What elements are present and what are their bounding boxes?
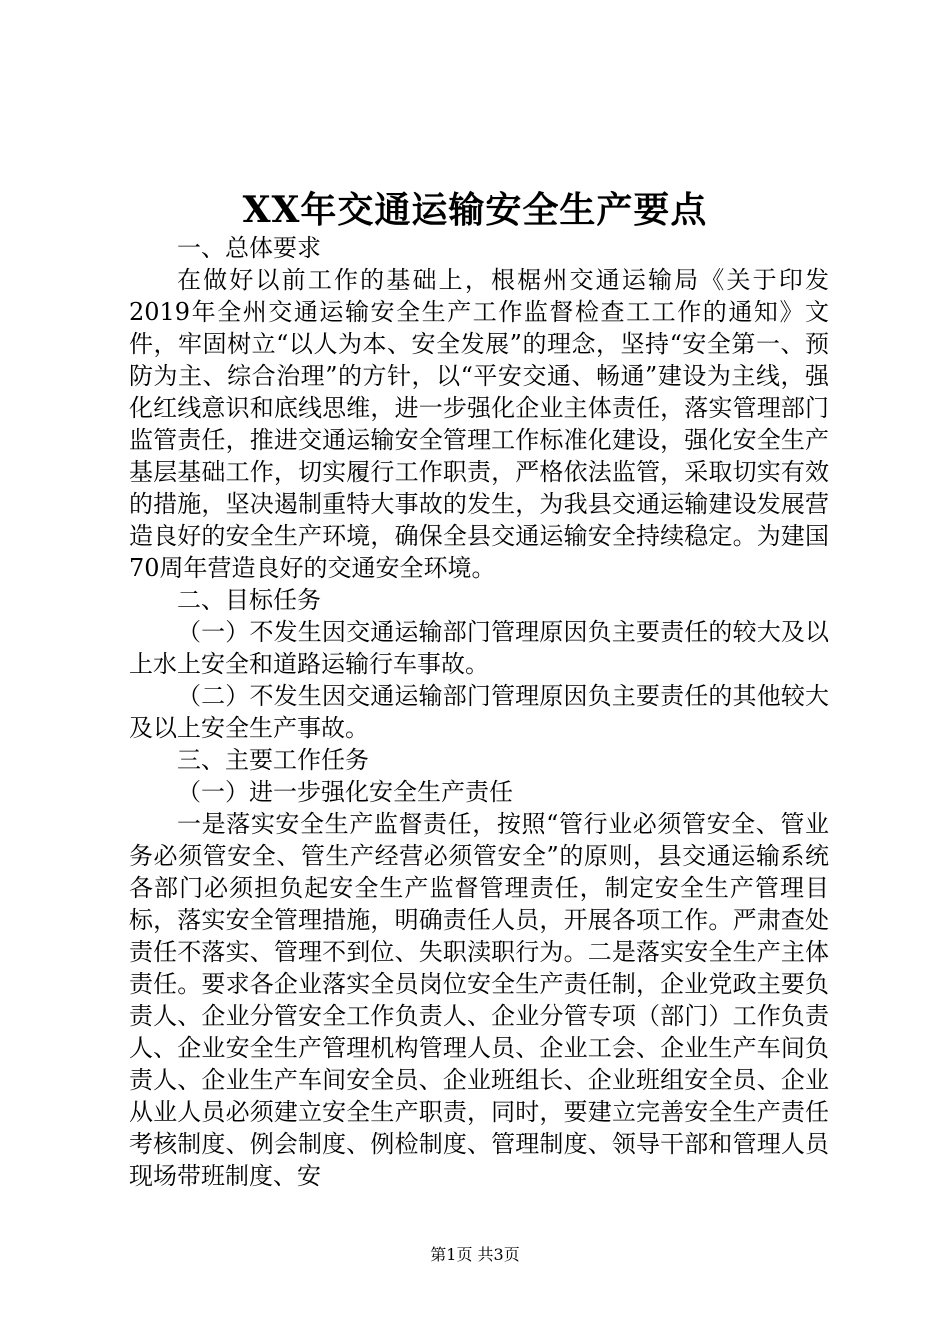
section-heading-main-tasks: 三、主要工作任务 — [177, 746, 369, 774]
document-body — [129, 232, 829, 1192]
section-paragraph-general-requirements: 在做好以前工作的基础上，根椐州交通运输局《关于印发2019年全州交通运输安全生产工作监督检查工工作的通知》文件，牢固树立“以人为本、安全发展”的理念，坚持“安全第一、预防为主、综合治理”的方针，以“平安交通、畅通”建设为主线，强化红线意识和底线思维，进一步强化企业主体责任，落实管理部门监管责任，推进交通运输安全管理工作标准化建设，强化安全生产基层基础工作，切实履行工作职责，严格依法监管，采取切实有效的措施，坚决遏制重特大事故的发生，为我县交通运输建设发展营造良好的安全生产环境，确保全县交通运输安全持续稳定。为建国70周年营造良好的交通安全环境。 — [129, 266, 829, 582]
target-item-2: （二）不发生因交通运输部门管理原因负主要责任的其他较大及以上安全生产事故。 — [129, 682, 829, 742]
subsection-heading-responsibility: （一）进一步强化安全生产责任 — [177, 778, 513, 806]
section-heading-targets: 二、目标任务 — [177, 586, 321, 614]
section-heading-general-requirements: 一、总体要求 — [177, 234, 321, 262]
page-footer: 第1页 共3页 — [430, 1245, 520, 1264]
section-paragraph-responsibility: 一是落实安全生产监督责任，按照“管行业必须管安全、管业务必须管安全、管生产经营必须管安全”的原则，县交通运输系统各部门必须担负起安全生产监督管理责任，制定安全生产管理目标，落实安全管理措施，明确责任人员，开展各项工作。严肃查处责任不落实、管理不到位、失职渎职行为。二是落实安全生产主体责任。要求各企业落实全员岗位安全生产责任制，企业党政主要负责人、企业分管安全工作负责人、企业分管专项（部门）工作负责人、企业安全生产管理机构管理人员、企业工会、企业生产车间负责人、企业生产车间安全员、企业班组长、企业班组安全员、企业从业人员必须建立安全生产职责，同时，要建立完善安全生产责任考核制度、例会制度、例检制度、管理制度、领导干部和管理人员现场带班制度、安 — [129, 810, 829, 1190]
target-item-1: （一）不发生因交通运输部门管理原因负主要责任的较大及以上水上安全和道路运输行车事故。 — [129, 618, 829, 678]
document-title: XX年交通运输安全生产要点 — [242, 189, 708, 231]
